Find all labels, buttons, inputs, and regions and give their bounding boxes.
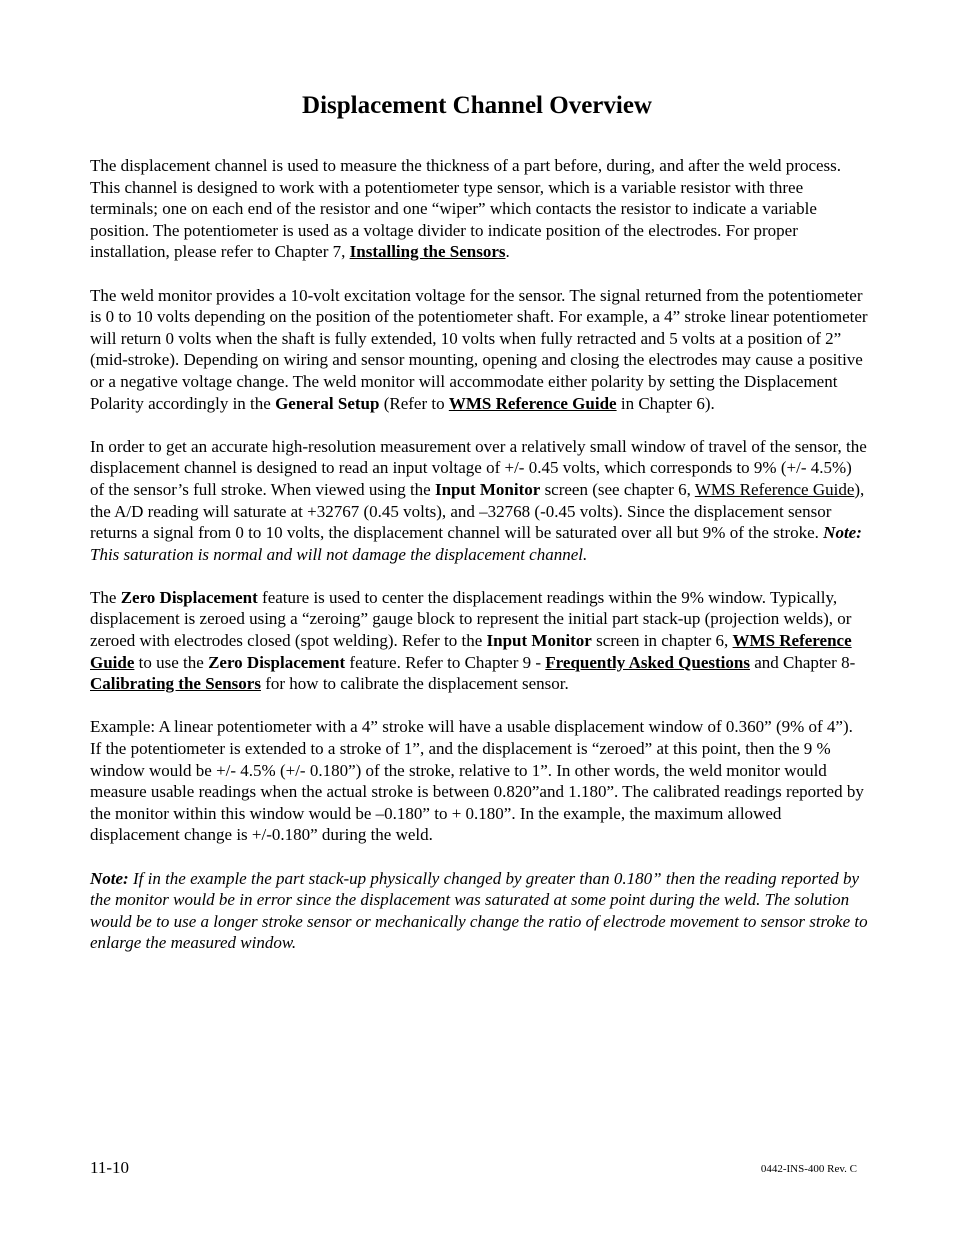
link-calibrating-sensors[interactable]: Calibrating the Sensors [90,674,261,694]
text: for how to calibrate the displacement sensor. [260,674,569,694]
term-input-monitor: Input Monitor [486,631,592,651]
text: feature is used to center the displacement readings within the 9% window. Typically, displacement is zeroed using a “zeroing” gauge block to represent the initial part stack-up (projection welds), or zeroed with electrodes closed (spot welding). Refer to the [90,587,852,651]
term-general-setup: General Setup [275,393,380,413]
text: feature. Refer to Chapter 9 - [345,652,546,672]
text: (Refer to [379,393,449,413]
link-wms-reference-guide[interactable]: WMS Reference Guide [90,631,852,672]
text: The weld monitor provides a 10-volt excitation voltage for the sensor. The signal returned from the potentiometer is 0 to 10 volts depending on the position of the potentiometer shaft. For example, a 4” stroke linear potentiometer will return 0 volts when the shaft is fully extended, 10 volts when fully retracted and 5 volts at a position of 2” (mid-stroke). Depending on wiring and sensor mounting, opening and closing the electrodes may cause a positive or a negative voltage change. The weld monitor will accommodate either polarity by setting the Displacement Polarity accordingly in the [90,285,868,413]
text: The [90,587,121,607]
text: screen (see chapter 6, [540,479,695,499]
document-id: 0442-INS-400 Rev. C [760,1163,857,1175]
note-label: Note: [90,868,129,888]
text: screen in chapter 6, [591,631,733,651]
text: to use the [134,652,209,672]
text: in Chapter 6). [616,393,715,413]
text: The displacement channel is used to measure the thickness of a part before, during, and after the weld process. This channel is designed to work with a potentiometer type sensor, which is a variable resistor with three terminals; one on each end of the resistor and one “wiper” which contacts the resistor to indicate a variable position. The potentiometer is used as a voltage divider to indicate position of the electrodes. For proper installation, please refer to Chapter 7, [90,156,842,262]
text: Example: A linear potentiometer with a 4” stroke will have a usable displacement window of 0.360” (9% of 4”). If the potentiometer is extended to a stroke of 1”, and the displacement is “zeroed” at this point, then the 9 % window would be +/- 4.5% (+/- 0.180”) of the stroke, relative to 1”. In other words, the weld monitor would measure usable readings when the actual stroke is between 0.820”and 1.180”. The calibrated readings reported by the monitor within this window would be –0.180” to + 0.180”. In the example, the maximum allowed displacement change is +/-0.180” during the weld. [90,717,864,845]
term-zero-displacement: Zero Displacement [120,587,258,607]
document-body [90,155,868,976]
text: In order to get an accurate high-resolution measurement over a relatively small window of travel of the sensor, the displacement channel is designed to read an input voltage of +/- 0.45 volts, which corresponds to 9% (+/- 4.5%) of the sensor’s full stroke. When viewed using the [90,436,867,499]
paragraph-intro [90,155,868,263]
paragraph-example [90,716,868,846]
paragraph-resolution [90,436,868,566]
text: . [505,242,510,262]
paragraph-zero-displacement [90,587,868,695]
term-input-monitor: Input Monitor [434,479,541,499]
note-text: If in the example the part stack-up physically changed by greater than 0.180” then the reading reported by the monitor would be in error since the displacement was saturated at some point during the weld. The solution would be to use a longer stroke sensor or mechanically change the ratio of electrode movement to sensor stroke to enlarge the measured window. [90,868,868,953]
term-zero-displacement: Zero Displacement [208,652,346,672]
note-label: Note: [823,523,862,543]
text: ), the A/D reading will saturate at +32767 (0.45 volts), and –32768 (-0.45 volts). Since the displacement sensor returns a signal from 0 to 10 volts, the displacement channel will be saturated over all but 9% of the stroke. [90,479,865,543]
paragraph-note [90,868,868,954]
page-number: 11-10 [90,1158,130,1177]
link-faq[interactable]: Frequently Asked Questions [545,652,750,672]
page-title: Displacement Channel Overview [302,92,652,119]
note-text: This saturation is normal and will not damage the displacement channel. [90,544,588,564]
link-wms-reference-guide[interactable]: WMS Reference Guide [694,479,855,499]
link-installing-sensors[interactable]: Installing the Sensors [349,242,506,262]
link-wms-reference-guide[interactable]: WMS Reference Guide [448,393,617,413]
paragraph-excitation [90,285,868,415]
text: and Chapter 8- [749,652,856,672]
